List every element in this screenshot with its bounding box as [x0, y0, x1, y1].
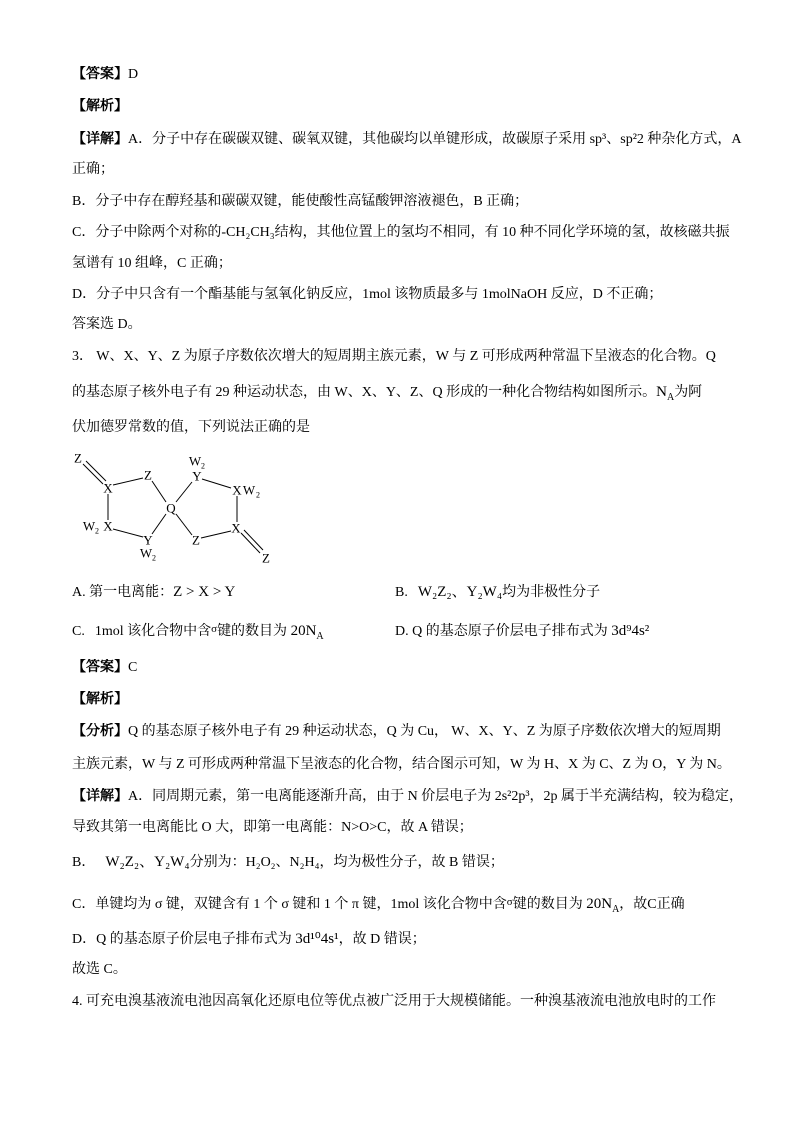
atom-x: X [232, 482, 242, 498]
detail-text: 导致其第一电离能比 O 大，即第一电离能：N>O>C，故 A 错误； [72, 820, 473, 835]
option-text: 键的数目为 [217, 624, 288, 639]
q3-detail-a-line-1 [72, 788, 743, 806]
q2-conclusion-line [72, 316, 142, 334]
option-label: A. 第一电离能： [72, 585, 174, 600]
detail-text: C．分子中除两个对称的-CH₂CH₃结构，其他位置上的氢均不相同，有 10 种不同化学环境的氢，故核磁共振 [72, 225, 730, 240]
bond-double-a [83, 464, 103, 484]
q2-detail-c-line-2 [72, 255, 232, 273]
q3-analysis-line-1 [72, 723, 721, 741]
q2-answer-line [72, 66, 138, 84]
formula-subscript: A [612, 903, 620, 914]
analysis-text: 主族元素，W 与 Z 可形成两种常温下呈液态的化合物，结合图示可知，W 为 H、X 为 C、Z 为 O，Y 为 N。 [72, 757, 731, 772]
detail-text: 键的数目为 [512, 897, 583, 912]
q3-conclusion-line [72, 961, 127, 979]
atom-z: Z [192, 532, 200, 548]
bond [113, 529, 143, 537]
option-label: C. [72, 624, 85, 639]
atom-subscript: 2 [201, 461, 205, 471]
option-text: 1mol 该化合物中含 [94, 624, 212, 639]
bond-double-b [86, 461, 106, 481]
detail-formula: W₂Z₂、Y₂W₄ [105, 854, 190, 870]
atom-y: Y [143, 532, 153, 548]
q2-detail-a-line-2 [72, 161, 114, 179]
atom-y: Y [192, 468, 202, 484]
bond [176, 482, 192, 502]
sigma-symbol: σ [211, 623, 218, 635]
bond [152, 514, 166, 534]
q3-option-a [72, 583, 235, 602]
q3-analysis-label-line [72, 691, 128, 709]
conclusion-text: 故选 C。 [72, 962, 127, 977]
atom-subscript: 2 [95, 526, 99, 536]
formula-subscript: A [316, 630, 324, 641]
answer-value: D [128, 67, 139, 82]
answer-value: C [128, 660, 138, 675]
option-label: B. [395, 585, 408, 600]
question-text: 为阿 [674, 385, 703, 400]
detail-text: ，故C正确 [619, 897, 685, 912]
q3-detail-b-line [72, 853, 504, 872]
bond [176, 514, 192, 535]
detail-formula: 20N [586, 896, 613, 912]
question-text: 的基态原子核外电子有 29 种运动状态，由 W、X、Y、Z、Q 形成的一种化合物结构如图所示。 [72, 385, 657, 400]
bond [152, 481, 166, 502]
q3-option-b [395, 583, 600, 602]
detail-text: 分别为：H₂O₂、N₂H₄，均为极性分子，故 B 错误； [189, 855, 504, 870]
bond [113, 478, 143, 485]
analysis-tag: 【分析】 [72, 724, 128, 739]
detail-text: A．分子中存在碳碳双键、碳氧双键，其他碳均以单键形成，故碳原子采用 sp³、sp²2 种杂化方式，A [128, 132, 742, 147]
atom-w: W [139, 545, 153, 561]
answer-label: 【答案】 [72, 660, 128, 675]
q2-detail-c-line-1 [72, 224, 730, 242]
question-text: 3． W、X、Y、Z 为原子序数依次增大的短周期主族元素，W 与 Z 可形成两种常温下呈液态的化合物。Q [72, 349, 716, 364]
q2-analysis-label-line [72, 98, 128, 116]
option-formula: 3d⁹4s² [611, 623, 650, 639]
q3-stem-line-3 [72, 419, 310, 437]
avogadro-subscript: A [666, 391, 675, 402]
q3-answer-line [72, 659, 137, 677]
q3-detail-d-line [72, 930, 426, 949]
atom-z: Z [262, 550, 270, 566]
atom-z: Z [144, 467, 152, 483]
analysis-label: 【解析】 [72, 99, 128, 114]
q2-detail-b-line [72, 193, 528, 211]
bond [202, 479, 231, 488]
detail-text: 氢谱有 10 组峰，C 正确； [72, 256, 232, 271]
conclusion-text: 答案选 D。 [72, 317, 142, 332]
sigma-symbol: σ [506, 896, 513, 908]
bond-double-b [244, 530, 263, 550]
q3-stem-line-2 [72, 383, 702, 402]
detail-text: ，故 D 错误； [338, 932, 426, 947]
analysis-text: Q 的基态原子核外电子有 29 种运动状态，Q 为 Cu， W、X、Y、Z 为原子序数依次增大的短周期 [128, 724, 721, 739]
avogadro-symbol: N [656, 384, 667, 400]
atom-x: X [231, 520, 241, 536]
q2-detail-d-line [72, 286, 662, 304]
analysis-label: 【解析】 [72, 692, 128, 707]
compound-structure-diagram [60, 445, 290, 570]
q3-detail-c-line [72, 895, 685, 914]
detail-text: D．Q 的基态原子价层电子排布式为 [72, 932, 292, 947]
atom-w: W [82, 518, 96, 534]
q2-detail-a-line-1 [72, 131, 742, 149]
atom-w: W [242, 482, 256, 498]
q3-option-c [72, 622, 324, 641]
atom-q: Q [166, 500, 176, 516]
atom-w: W [188, 453, 202, 469]
answer-label: 【答案】 [72, 67, 128, 82]
detail-text: A．同周期元素，第一电离能逐渐升高，由于 N 价层电子为 2s²2p³，2p 属于半充满结构，较为稳定， [128, 789, 744, 804]
q3-option-d [395, 622, 649, 641]
detail-label: 【详解】 [72, 789, 128, 804]
atom-subscript: 2 [152, 553, 156, 563]
q3-analysis-line-2 [72, 756, 731, 774]
q3-detail-a-line-2 [72, 819, 473, 837]
option-formula: Z > X > Y [173, 584, 236, 600]
atom-subscript: 2 [256, 490, 260, 500]
detail-text: D．分子中只含有一个酯基能与氢氧化钠反应，1mol 该物质最多与 1molNaOH 反应，D 不正确； [72, 287, 663, 302]
detail-text: C．单键均为 σ 键，双键含有 1 个 σ 键和 1 个 π 键，1mol 该化合物中含 [72, 897, 507, 912]
detail-text: B． [72, 855, 96, 870]
q3-stem-line-1 [72, 348, 716, 366]
bond [201, 531, 231, 538]
option-text: D. Q 的基态原子价层电子排布式为 [395, 624, 608, 639]
bond-double-a [241, 533, 260, 553]
detail-text: B．分子中存在醇羟基和碳碳双键，能使酸性高锰酸钾溶液褪色，B 正确； [72, 194, 529, 209]
detail-formula: 3d¹⁰4s¹ [295, 931, 339, 947]
option-formula: 20N [290, 623, 317, 639]
atom-x: X [103, 480, 113, 496]
detail-label: 【详解】 [72, 132, 128, 147]
question-text: 4. 可充电溴基液流电池因高氧化还原电位等优点被广泛用于大规模储能。一种溴基液流电池放电时的工作 [72, 994, 716, 1009]
option-text: 均为非极性分子 [502, 585, 601, 600]
question-text: 伏加德罗常数的值，下列说法正确的是 [72, 420, 310, 435]
option-formula: W₂Z₂、Y₂W₄ [417, 584, 503, 600]
q4-stem-line-1 [72, 993, 716, 1011]
atom-x: X [103, 518, 113, 534]
atom-z: Z [74, 450, 82, 466]
detail-text: 正确； [72, 162, 114, 177]
